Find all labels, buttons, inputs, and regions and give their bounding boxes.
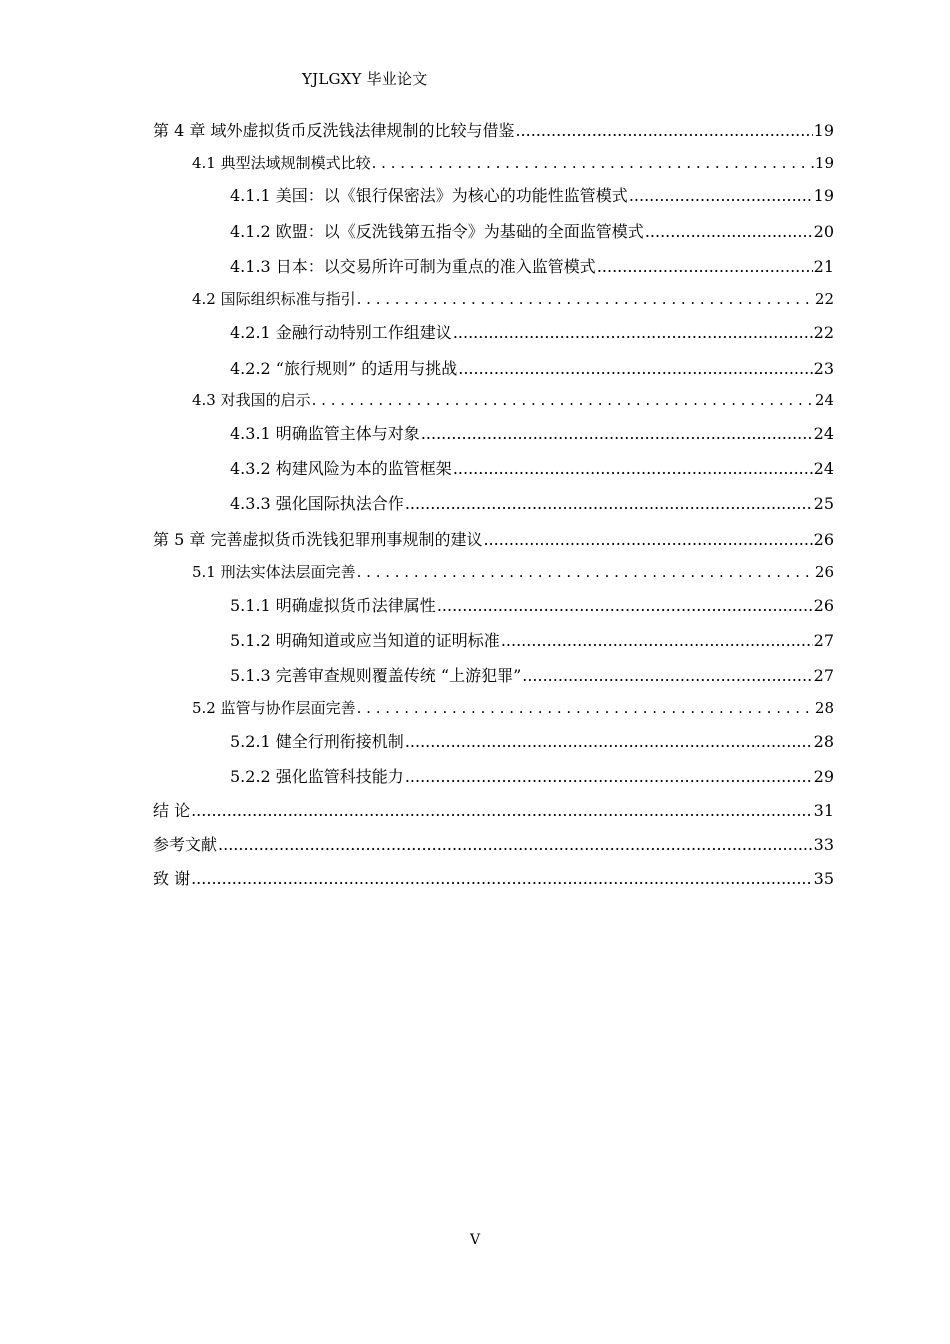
toc-entry-title: 5.1 刑法实体法层面完善 bbox=[192, 563, 356, 581]
toc-entry-page: 27 bbox=[813, 631, 834, 650]
toc-entry[interactable] bbox=[230, 593, 834, 616]
toc-entry[interactable] bbox=[230, 456, 834, 479]
toc-dot-leader bbox=[405, 494, 813, 513]
toc-dot-leader bbox=[421, 424, 813, 443]
toc-entry[interactable] bbox=[192, 152, 834, 173]
toc-entry[interactable] bbox=[230, 491, 834, 514]
toc-dot-leader bbox=[191, 869, 813, 888]
toc-entry-title: 4.1.1 美国：以《银行保密法》为核心的功能性监管模式 bbox=[230, 186, 628, 205]
toc-entry[interactable] bbox=[230, 764, 834, 787]
page-header: YJLGXY 毕业论文 bbox=[302, 70, 428, 88]
toc-entry-title: 4.1.2 欧盟：以《反洗钱第五指令》为基础的全面监管模式 bbox=[230, 222, 644, 241]
toc-entry-page: 22 bbox=[814, 290, 834, 308]
toc-entry-title: 4.3.3 强化国际执法合作 bbox=[230, 494, 404, 513]
toc-dot-leader bbox=[372, 154, 814, 172]
toc-entry-page: 26 bbox=[813, 530, 834, 549]
toc-entry-title: 4.2.1 金融行动特别工作组建议 bbox=[230, 323, 452, 342]
toc-entry[interactable] bbox=[153, 118, 834, 141]
toc-entry[interactable] bbox=[153, 798, 834, 821]
toc-entry-page: 24 bbox=[814, 391, 834, 409]
toc-entry-page: 33 bbox=[813, 835, 834, 854]
toc-entry-title: 5.1.1 明确虚拟货币法律属性 bbox=[230, 596, 436, 615]
toc-entry-title: 第 5 章 完善虚拟货币洗钱犯罪刑事规制的建议 bbox=[153, 530, 483, 549]
toc-entry-title: 第 4 章 域外虚拟货币反洗钱法律规制的比较与借鉴 bbox=[153, 121, 515, 140]
toc-entry-title: 5.1.2 明确知道或应当知道的证明标准 bbox=[230, 631, 500, 650]
toc-entry[interactable] bbox=[192, 389, 834, 410]
toc-entry-title: 4.3 对我国的启示 bbox=[192, 391, 311, 409]
toc-entry[interactable] bbox=[230, 320, 834, 343]
toc-entry[interactable] bbox=[230, 219, 834, 242]
toc-entry-page: 19 bbox=[814, 154, 834, 172]
toc-entry[interactable] bbox=[230, 356, 834, 379]
toc-entry-title: 参考文献 bbox=[153, 835, 218, 854]
toc-entry[interactable] bbox=[230, 663, 834, 686]
toc-dot-leader bbox=[437, 596, 813, 615]
toc-entry-page: 19 bbox=[813, 121, 834, 140]
toc-entry-title: 4.3.2 构建风险为本的监管框架 bbox=[230, 459, 452, 478]
toc-entry-page: 28 bbox=[814, 699, 834, 717]
toc-entry-page: 24 bbox=[813, 459, 834, 478]
toc-dot-leader bbox=[597, 257, 813, 276]
toc-entry[interactable] bbox=[230, 183, 834, 206]
toc-entry-page: 20 bbox=[813, 222, 834, 241]
toc-dot-leader bbox=[629, 186, 813, 205]
toc-entry-page: 31 bbox=[813, 801, 834, 820]
toc-entry-page: 29 bbox=[813, 767, 834, 786]
page-number: V bbox=[469, 1232, 481, 1248]
toc-entry-page: 28 bbox=[813, 732, 834, 751]
toc-dot-leader bbox=[405, 767, 813, 786]
toc-entry-page: 21 bbox=[813, 257, 834, 276]
toc-entry-page: 27 bbox=[813, 666, 834, 685]
toc-dot-leader bbox=[645, 222, 813, 241]
toc-dot-leader bbox=[218, 835, 813, 854]
toc-dot-leader bbox=[405, 732, 813, 751]
toc-entry-title: 5.2 监管与协作层面完善 bbox=[192, 699, 356, 717]
toc-entry-page: 35 bbox=[813, 869, 834, 888]
toc-entry-title: 4.2 国际组织标准与指引 bbox=[192, 290, 356, 308]
toc-entry-page: 22 bbox=[813, 323, 834, 342]
toc-entry-title: 结 论 bbox=[153, 801, 191, 820]
toc-entry-page: 26 bbox=[813, 596, 834, 615]
toc-entry-title: 5.2.1 健全行刑衔接机制 bbox=[230, 732, 404, 751]
toc-entry[interactable] bbox=[230, 729, 834, 752]
toc-entry-page: 23 bbox=[813, 359, 834, 378]
toc-dot-leader bbox=[483, 530, 812, 549]
toc-entry[interactable] bbox=[230, 421, 834, 444]
toc-entry-title: 4.1 典型法域规制模式比较 bbox=[192, 154, 371, 172]
toc-entry-title: 5.2.2 强化监管科技能力 bbox=[230, 767, 404, 786]
toc-entry[interactable] bbox=[192, 288, 834, 309]
toc-entry[interactable] bbox=[230, 254, 834, 277]
toc-dot-leader bbox=[522, 666, 812, 685]
toc-entry[interactable] bbox=[153, 866, 834, 889]
toc-entry-page: 26 bbox=[814, 563, 834, 581]
toc-entry[interactable] bbox=[192, 697, 834, 718]
toc-entry[interactable] bbox=[230, 628, 834, 651]
toc-dot-leader bbox=[312, 391, 814, 409]
toc-entry-title: 4.2.2 “旅行规则” 的适用与挑战 bbox=[230, 359, 458, 378]
toc-entry[interactable] bbox=[153, 832, 834, 855]
toc-dot-leader bbox=[357, 699, 814, 717]
toc-entry[interactable] bbox=[192, 561, 834, 582]
toc-entry-title: 5.1.3 完善审查规则覆盖传统 “上游犯罪” bbox=[230, 666, 522, 685]
toc-dot-leader bbox=[458, 359, 812, 378]
toc-entry-title: 4.1.3 日本：以交易所许可制为重点的准入监管模式 bbox=[230, 257, 596, 276]
toc-dot-leader bbox=[191, 801, 813, 820]
toc-dot-leader bbox=[453, 459, 813, 478]
toc-entry-page: 25 bbox=[813, 494, 834, 513]
toc-dot-leader bbox=[501, 631, 813, 650]
toc-entry-title: 4.3.1 明确监管主体与对象 bbox=[230, 424, 420, 443]
toc-dot-leader bbox=[357, 290, 814, 308]
toc-dot-leader bbox=[357, 563, 814, 581]
toc-dot-leader bbox=[453, 323, 813, 342]
toc-dot-leader bbox=[515, 121, 812, 140]
toc-entry[interactable] bbox=[153, 527, 834, 550]
toc-entry-title: 致 谢 bbox=[153, 869, 191, 888]
toc-entry-page: 19 bbox=[813, 186, 834, 205]
toc-entry-page: 24 bbox=[813, 424, 834, 443]
